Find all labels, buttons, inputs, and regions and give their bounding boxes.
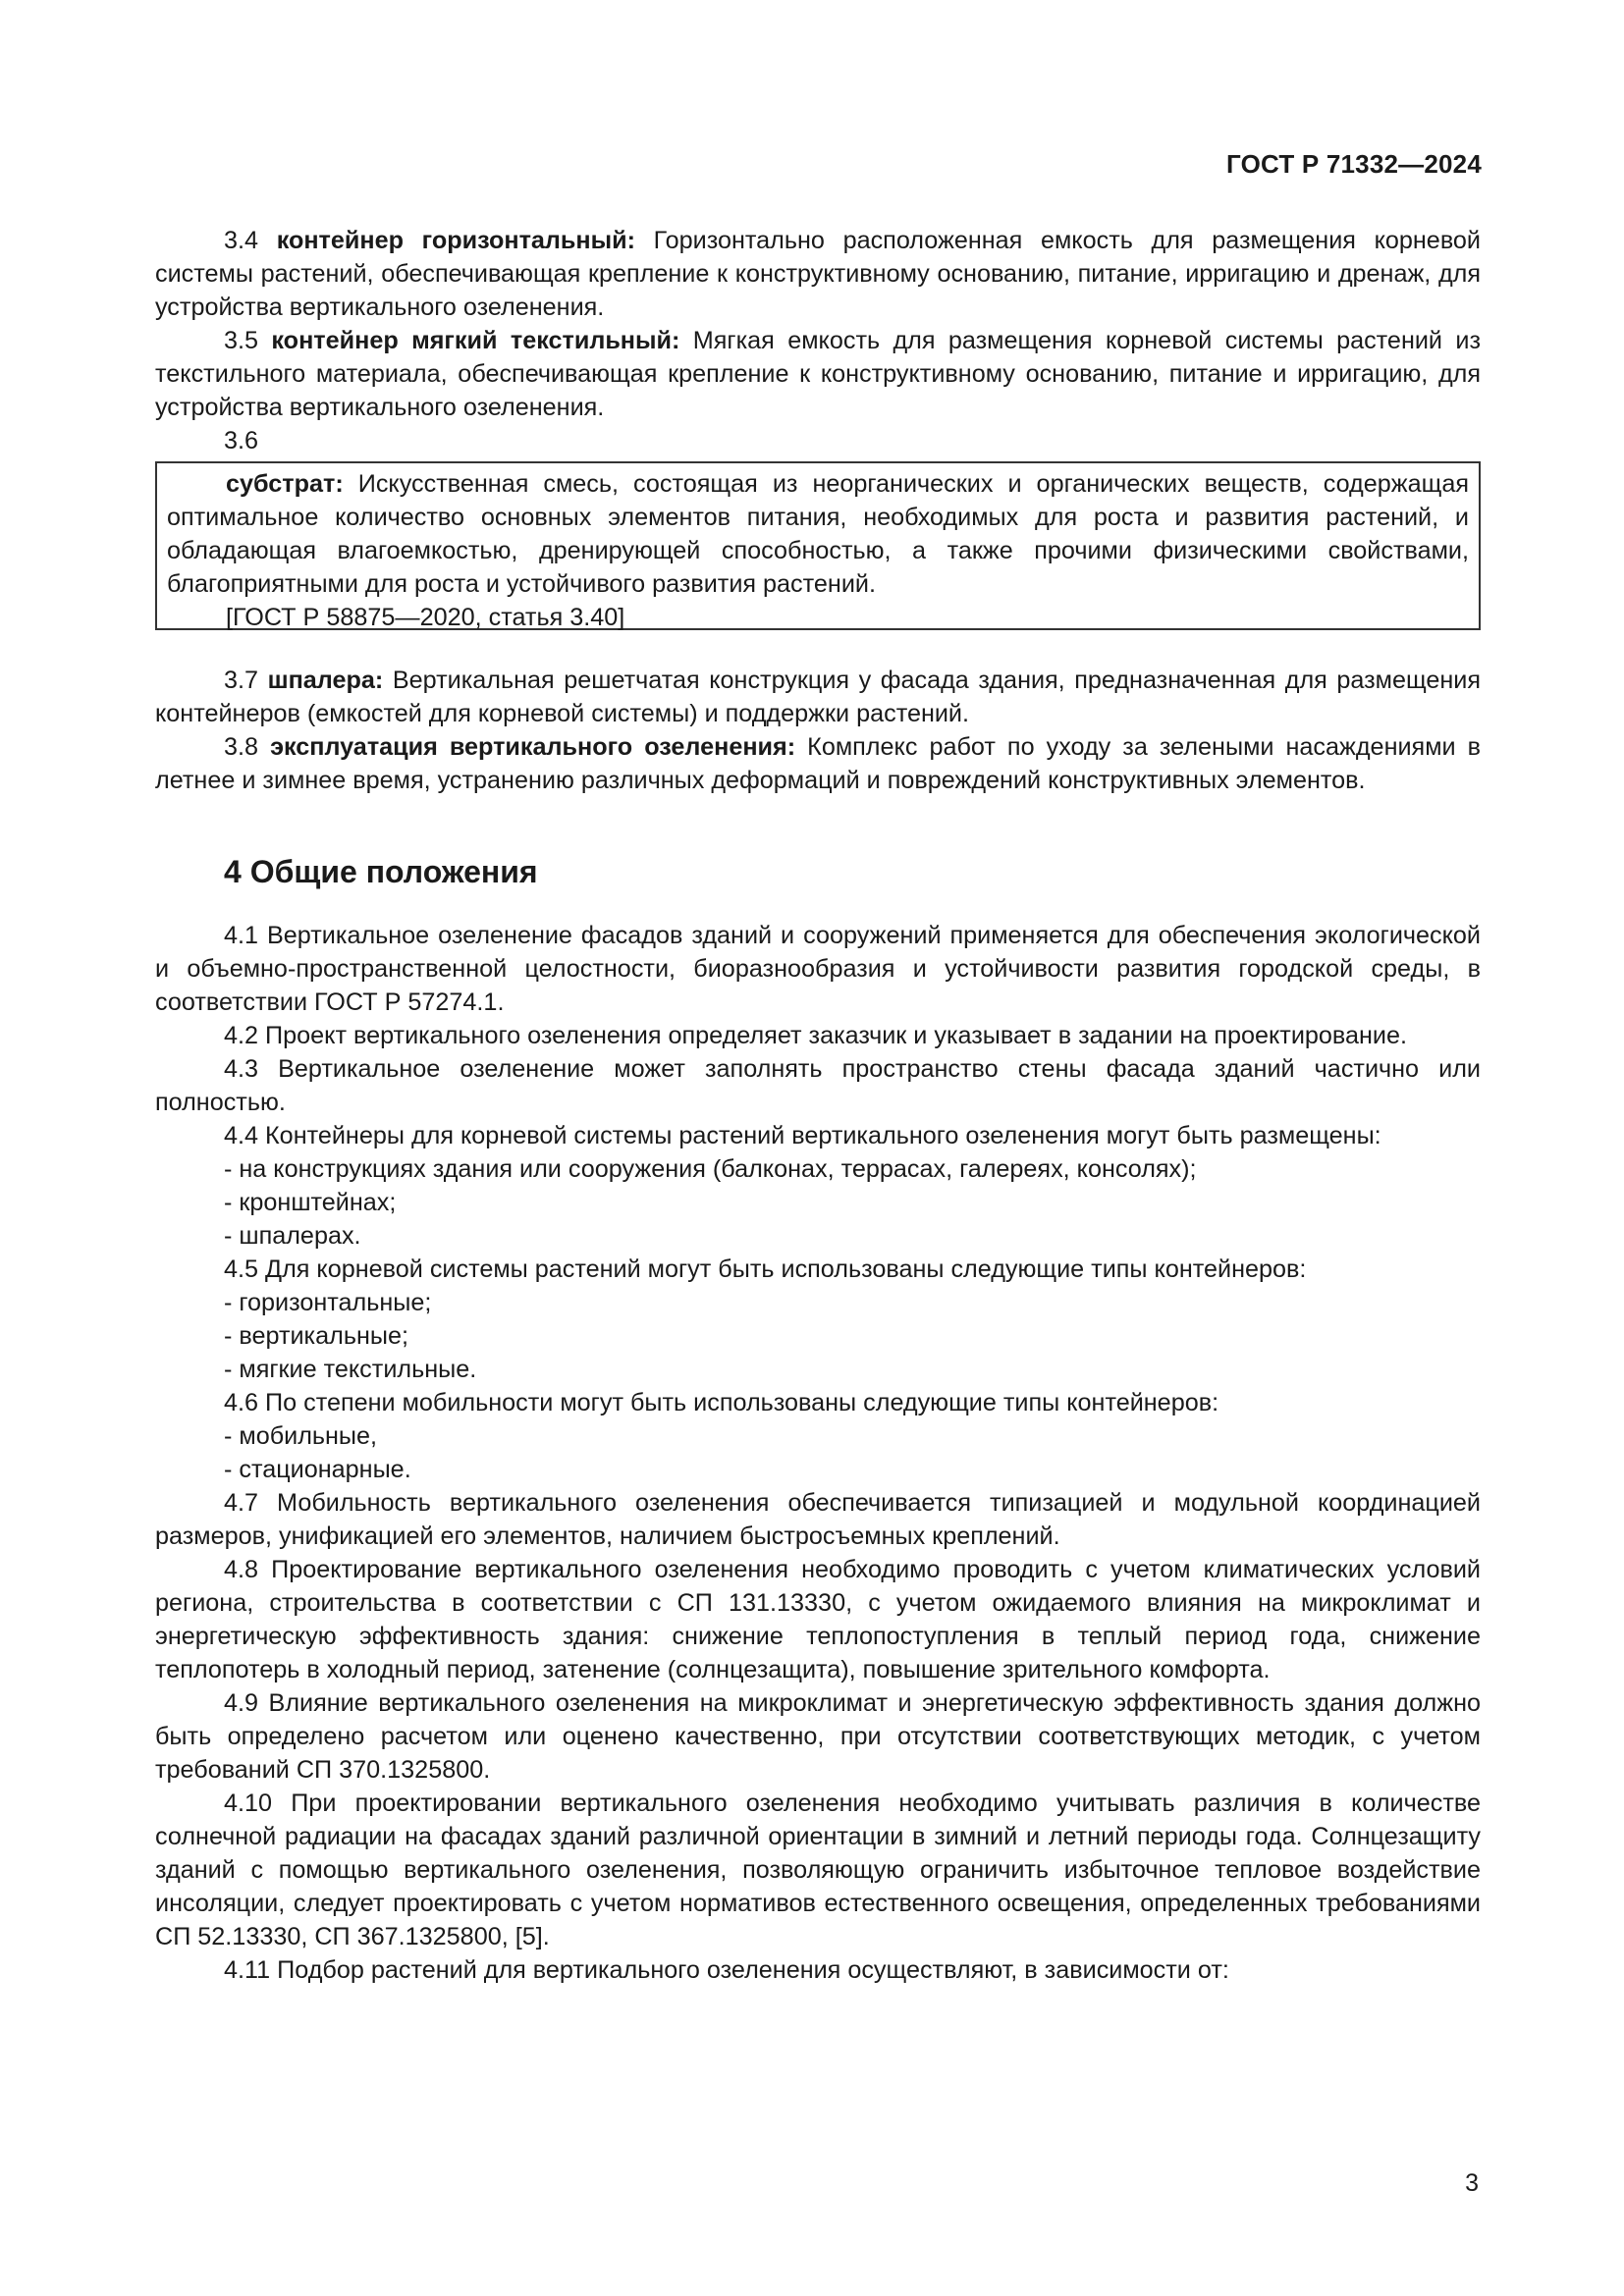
definition-number: 3.4 <box>224 227 259 254</box>
definition-term: субстрат: <box>226 470 344 498</box>
definition-text: Горизонтально расположенная емкость для размещения корневой системы растений, обеспечивающая крепление к конструктивному основанию, питание, ирригацию и дренаж, для устройства вертикального озеленения. <box>155 227 1481 321</box>
paragraph-4-10: 4.10 При проектировании вертикального озеленения необходимо учитывать различия в количестве солнечной радиации на фасадах зданий различной ориентации в зимний и летний периоды года. Солнцезащиту зданий с помощью вертикального озеленения, позволяющую ограничить избыточное тепловое воздействие инсоляции, следует проектировать с учетом нормативов естественного освещения, определенных требованиями СП 52.13330, СП 367.1325800, [5]. <box>155 1789 1481 1950</box>
definition-text: Искусственная смесь, состоящая из неорганических и органических веществ, содержащая оптимальное количество основных элементов питания, необходимых для роста и развития растений, и обладающая влагоемкостью, дренирующей способностью, а также прочими физическими свойствами, благоприятными для роста и устойчивого развития растений. <box>167 470 1469 598</box>
definition-source-reference: [ГОСТ Р 58875—2020, статья 3.40] <box>226 604 625 631</box>
definition-term: шпалера: <box>267 667 384 694</box>
definition-number: 3.8 <box>224 733 259 761</box>
page-number: 3 <box>1465 2169 1479 2197</box>
paragraph-4-4: 4.4 Контейнеры для корневой системы растений вертикального озеленения могут быть размещены: <box>224 1122 1381 1149</box>
definition-3-8 <box>155 730 1481 797</box>
section-title: 4 Общие положения <box>224 854 538 889</box>
spacer <box>155 630 1481 664</box>
definition-3-6-number: 3.6 <box>224 427 259 454</box>
document-body <box>155 224 1481 1987</box>
boxed-definition-substrate <box>155 461 1481 630</box>
list-item: - шпалерах. <box>224 1222 361 1250</box>
definition-text: Комплекс работ по уходу за зелеными насаждениями в летнее и зимнее время, устранению различных деформаций и повреждений конструктивных элементов. <box>155 733 1481 794</box>
definition-number: 3.7 <box>224 667 259 694</box>
list-item: - на конструкциях здания или сооружения (балконах, террасах, галереях, консолях); <box>224 1155 1197 1183</box>
paragraph-4-5: 4.5 Для корневой системы растений могут быть использованы следующие типы контейнеров: <box>224 1255 1307 1283</box>
document-code-header: ГОСТ Р 71332—2024 <box>1226 149 1482 179</box>
list-item: - горизонтальные; <box>224 1289 432 1316</box>
definition-term: эксплуатация вертикального озеленения: <box>270 733 796 761</box>
definition-number: 3.5 <box>224 327 259 354</box>
paragraph-4-3: 4.3 Вертикальное озеленение может заполнять пространство стены фасада зданий частично или полностью. <box>155 1055 1481 1116</box>
paragraph-4-11: 4.11 Подбор растений для вертикального озеленения осуществляют, в зависимости от: <box>224 1956 1229 1984</box>
paragraph-4-9: 4.9 Влияние вертикального озеленения на микроклимат и энергетическую эффективность здания должно быть определено расчетом или оценено качественно, при отсутствии соответствующих методик, с учетом требований СП 370.1325800. <box>155 1689 1481 1784</box>
definition-text: Вертикальная решетчатая конструкция у фасада здания, предназначенная для размещения контейнеров (емкостей для корневой системы) и поддержки растений. <box>155 667 1482 727</box>
paragraph-4-2: 4.2 Проект вертикального озеленения определяет заказчик и указывает в задании на проектирование. <box>224 1022 1408 1049</box>
definition-text: Мягкая емкость для размещения корневой системы растений из текстильного материала, обеспечивающая крепление к конструктивному основанию, питание и ирригацию, для устройства вертикального озеленения. <box>155 327 1481 421</box>
paragraph-4-7: 4.7 Мобильность вертикального озеленения обеспечивается типизацией и модульной координацией размеров, унификацией его элементов, наличием быстросъемных креплений. <box>155 1489 1481 1550</box>
paragraph-4-6: 4.6 По степени мобильности могут быть использованы следующие типы контейнеров: <box>224 1389 1219 1416</box>
list-item: - мобильные, <box>224 1422 378 1450</box>
list-item: - мягкие текстильные. <box>224 1356 477 1383</box>
list-item: - вертикальные; <box>224 1322 408 1350</box>
list-item: - кронштейнах; <box>224 1189 397 1216</box>
list-item: - стационарные. <box>224 1456 411 1483</box>
definition-term: контейнер горизонтальный: <box>276 227 635 254</box>
paragraph-4-8: 4.8 Проектирование вертикального озеленения необходимо проводить с учетом климатических условий региона, строительства в соответствии с СП 131.13330, с учетом ожидаемого влияния на микроклимат и энергетическую эффективность здания: снижение теплопоступления в теплый период года, снижение теплопотерь в холодный период, затенение (солнцезащита), повышение зрительного комфорта. <box>155 1556 1481 1683</box>
definition-3-5 <box>155 324 1481 424</box>
boxed-definition-body <box>167 467 1469 601</box>
definition-3-7 <box>155 664 1481 730</box>
paragraph-4-1: 4.1 Вертикальное озеленение фасадов зданий и сооружений применяется для обеспечения экологической и объемно-пространственной целостности, биоразнообразия и устойчивости развития городской среды, в соответствии ГОСТ Р 57274.1. <box>155 922 1481 1016</box>
definition-term: контейнер мягкий текстильный: <box>271 327 680 354</box>
definition-3-4 <box>155 224 1481 324</box>
